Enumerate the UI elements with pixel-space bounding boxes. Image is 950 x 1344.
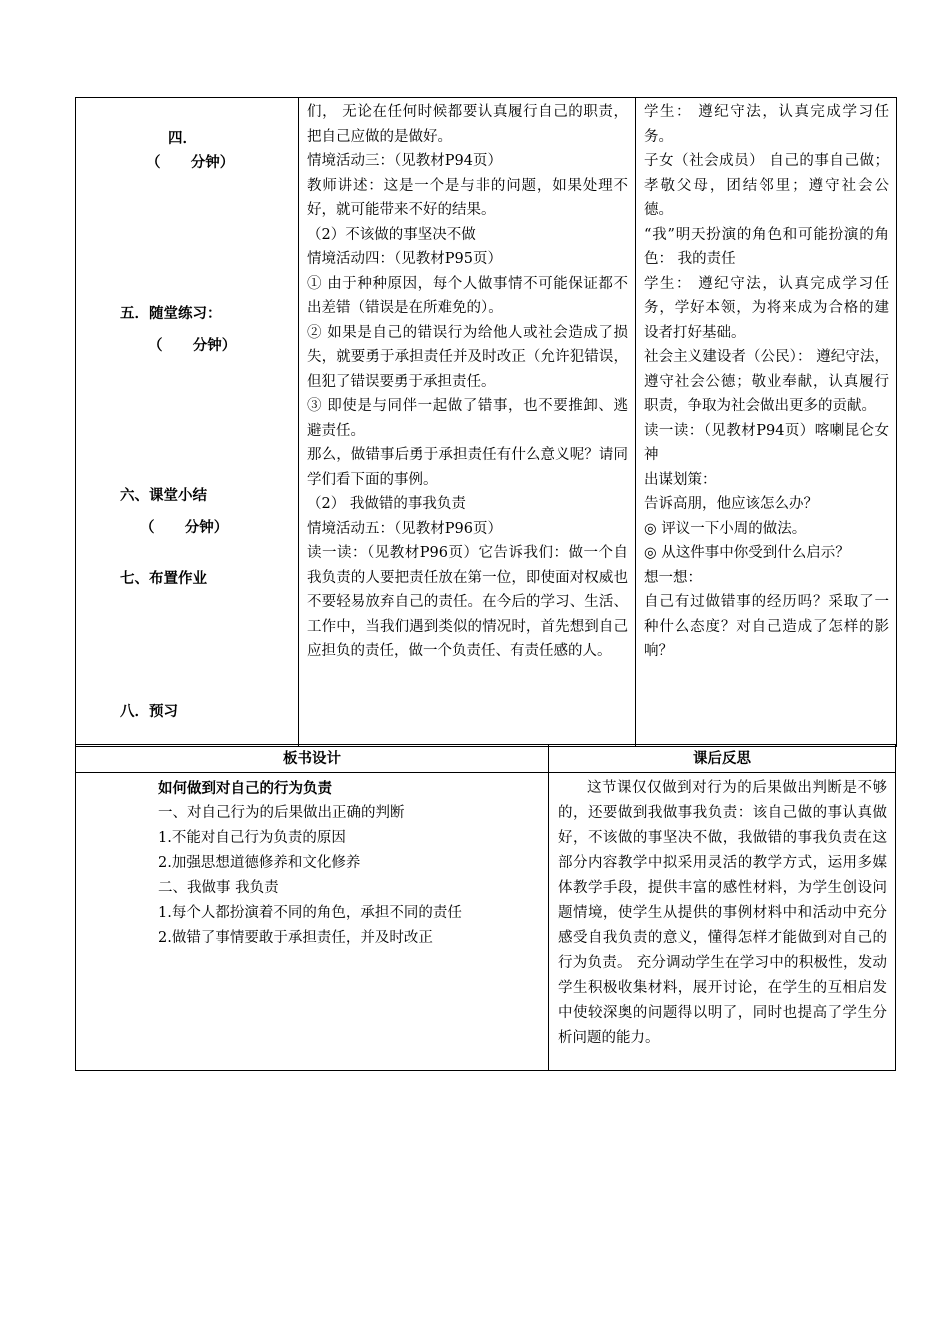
- stage-4-title: 四．: [168, 130, 197, 147]
- board-design-header: 板书设计: [283, 750, 341, 767]
- student-activity-column: [636, 98, 897, 747]
- student-line: 读一读：（见教材P94页）喀喇昆仑女神: [644, 422, 889, 463]
- reflection-header-cell: [549, 745, 896, 773]
- stage-6-title: 六、课堂小结: [120, 487, 207, 504]
- lesson-plan-table: [75, 97, 897, 747]
- board-design-cell: [76, 773, 549, 1071]
- reflection-cell: [549, 773, 896, 1071]
- student-line: 社会主义建设者（公民）： 遵纪守法，遵守社会公德；敬业奉献，认真履行职责，争取为社会做出更多的贡献。: [644, 349, 889, 414]
- student-line: 学生： 遵纪守法，认真完成学习任务。: [644, 104, 889, 145]
- reflection-header: 课后反思: [693, 750, 751, 767]
- teacher-line: （2） 我做错的事我负责: [307, 496, 466, 512]
- stage-4-minutes: （ 分钟）: [146, 154, 235, 171]
- teacher-activity-column: [299, 98, 636, 747]
- stage-7-title: 七、布置作业: [120, 570, 207, 587]
- teacher-line: 读一读：（见教材P96页）它告诉我们：做一个自我负责的人要把责任放在第一位，即使面对权威也不要轻易放弃自己的责任。在今后的学习、生活、工作中，当我们遇到类似的情况时，首先想到自己应担负的责任，做一个负责任、有责任感的人。: [307, 545, 628, 659]
- stage-5-title: 五．随堂练习：: [120, 305, 222, 322]
- board-and-reflection-table: [75, 744, 896, 1071]
- student-line: 出谋划策：: [644, 471, 717, 488]
- reflection-text: 这节课仅仅做到对行为的后果做出判断是不够的，还要做到我做事我负责：该自己做的事认真做好，不该做的事坚决不做，我做错的事我负责在这部分内容教学中拟采用灵活的教学方式，运用多媒体教学手段，提供丰富的感性材料，为学生创设问题情境，使学生从提供的事例材料中和活动中充分感受自我负责的意义，懂得怎样才能做到对自己的行为负责。 充分调动学生在学习中的积极性，发动学生积极收集材料，展开讨论，在学生的互相启发中使较深奥的问题得以明了，同时也提高了学生分析问题的能力。: [558, 780, 887, 1046]
- teacher-line: 情境活动五：（见教材P96页）: [307, 520, 502, 537]
- stage-8-title: 八．预习: [120, 703, 178, 720]
- teacher-line: 教师讲述：这是一个是与非的问题，如果处理不好，就可能带来不好的结果。: [307, 177, 628, 218]
- student-line: “我”明天扮演的角色和可能扮演的角色： 我的责任: [644, 226, 889, 267]
- teacher-line: 们， 无论在任何时候都要认真履行自己的职责，把自己应做的是做好。: [307, 104, 628, 145]
- teacher-line: ① 由于种种原因，每个人做事情不可能保证都不出差错（错误是在所难免的）。: [307, 275, 628, 316]
- teacher-line: ② 如果是自己的错误行为给他人或社会造成了损失，就要勇于承担责任并及时改正（允许犯错误，但犯了错误要勇于承担责任。: [307, 324, 628, 390]
- student-line: 学生： 遵纪守法，认真完成学习任务，学好本领，为将来成为合格的建设者打好基础。: [644, 275, 889, 341]
- student-line: ◎ 评议一下小周的做法。: [644, 520, 807, 537]
- board-line: 二、我做事 我负责: [158, 880, 279, 896]
- board-line: 1.不能对自己行为负责的原因: [158, 830, 346, 846]
- student-line: 想一想：: [644, 569, 702, 586]
- board-line: 1.每个人都扮演着不同的角色，承担不同的责任: [158, 905, 462, 921]
- board-line: 一、对自己行为的后果做出正确的判断: [158, 805, 405, 821]
- board-title: 如何做到对自己的行为负责: [158, 780, 332, 797]
- stage-column: [76, 98, 299, 747]
- board-design-header-cell: [76, 745, 549, 773]
- teacher-line: ③ 即使是与同伴一起做了错事，也不要推卸、逃避责任。: [307, 398, 628, 439]
- student-line: ◎ 从这件事中你受到什么启示？: [644, 545, 850, 561]
- teacher-line: 那么，做错事后勇于承担责任有什么意义呢？请同学们看下面的事例。: [307, 447, 628, 488]
- student-line: 自己有过做错事的经历吗？采取了一种什么态度？对自己造成了怎样的影响？: [644, 594, 889, 659]
- teacher-line: 情境活动四：（见教材P95页）: [307, 251, 502, 267]
- board-line: 2.加强思想道德修养和文化修养: [158, 855, 361, 871]
- student-line: 子女（社会成员） 自己的事自己做；孝敬父母，团结邻里；遵守社会公德。: [644, 153, 889, 218]
- board-line: 2.做错了事情要敢于承担责任，并及时改正: [158, 930, 433, 946]
- teacher-line: （2）不该做的事坚决不做: [307, 226, 476, 243]
- stage-5-minutes: （ 分钟）: [148, 337, 237, 354]
- stage-6-minutes: （ 分钟）: [140, 519, 229, 536]
- teacher-line: 情境活动三：（见教材P94页）: [307, 153, 502, 169]
- student-line: 告诉高朋，他应该怎么办？: [644, 496, 818, 512]
